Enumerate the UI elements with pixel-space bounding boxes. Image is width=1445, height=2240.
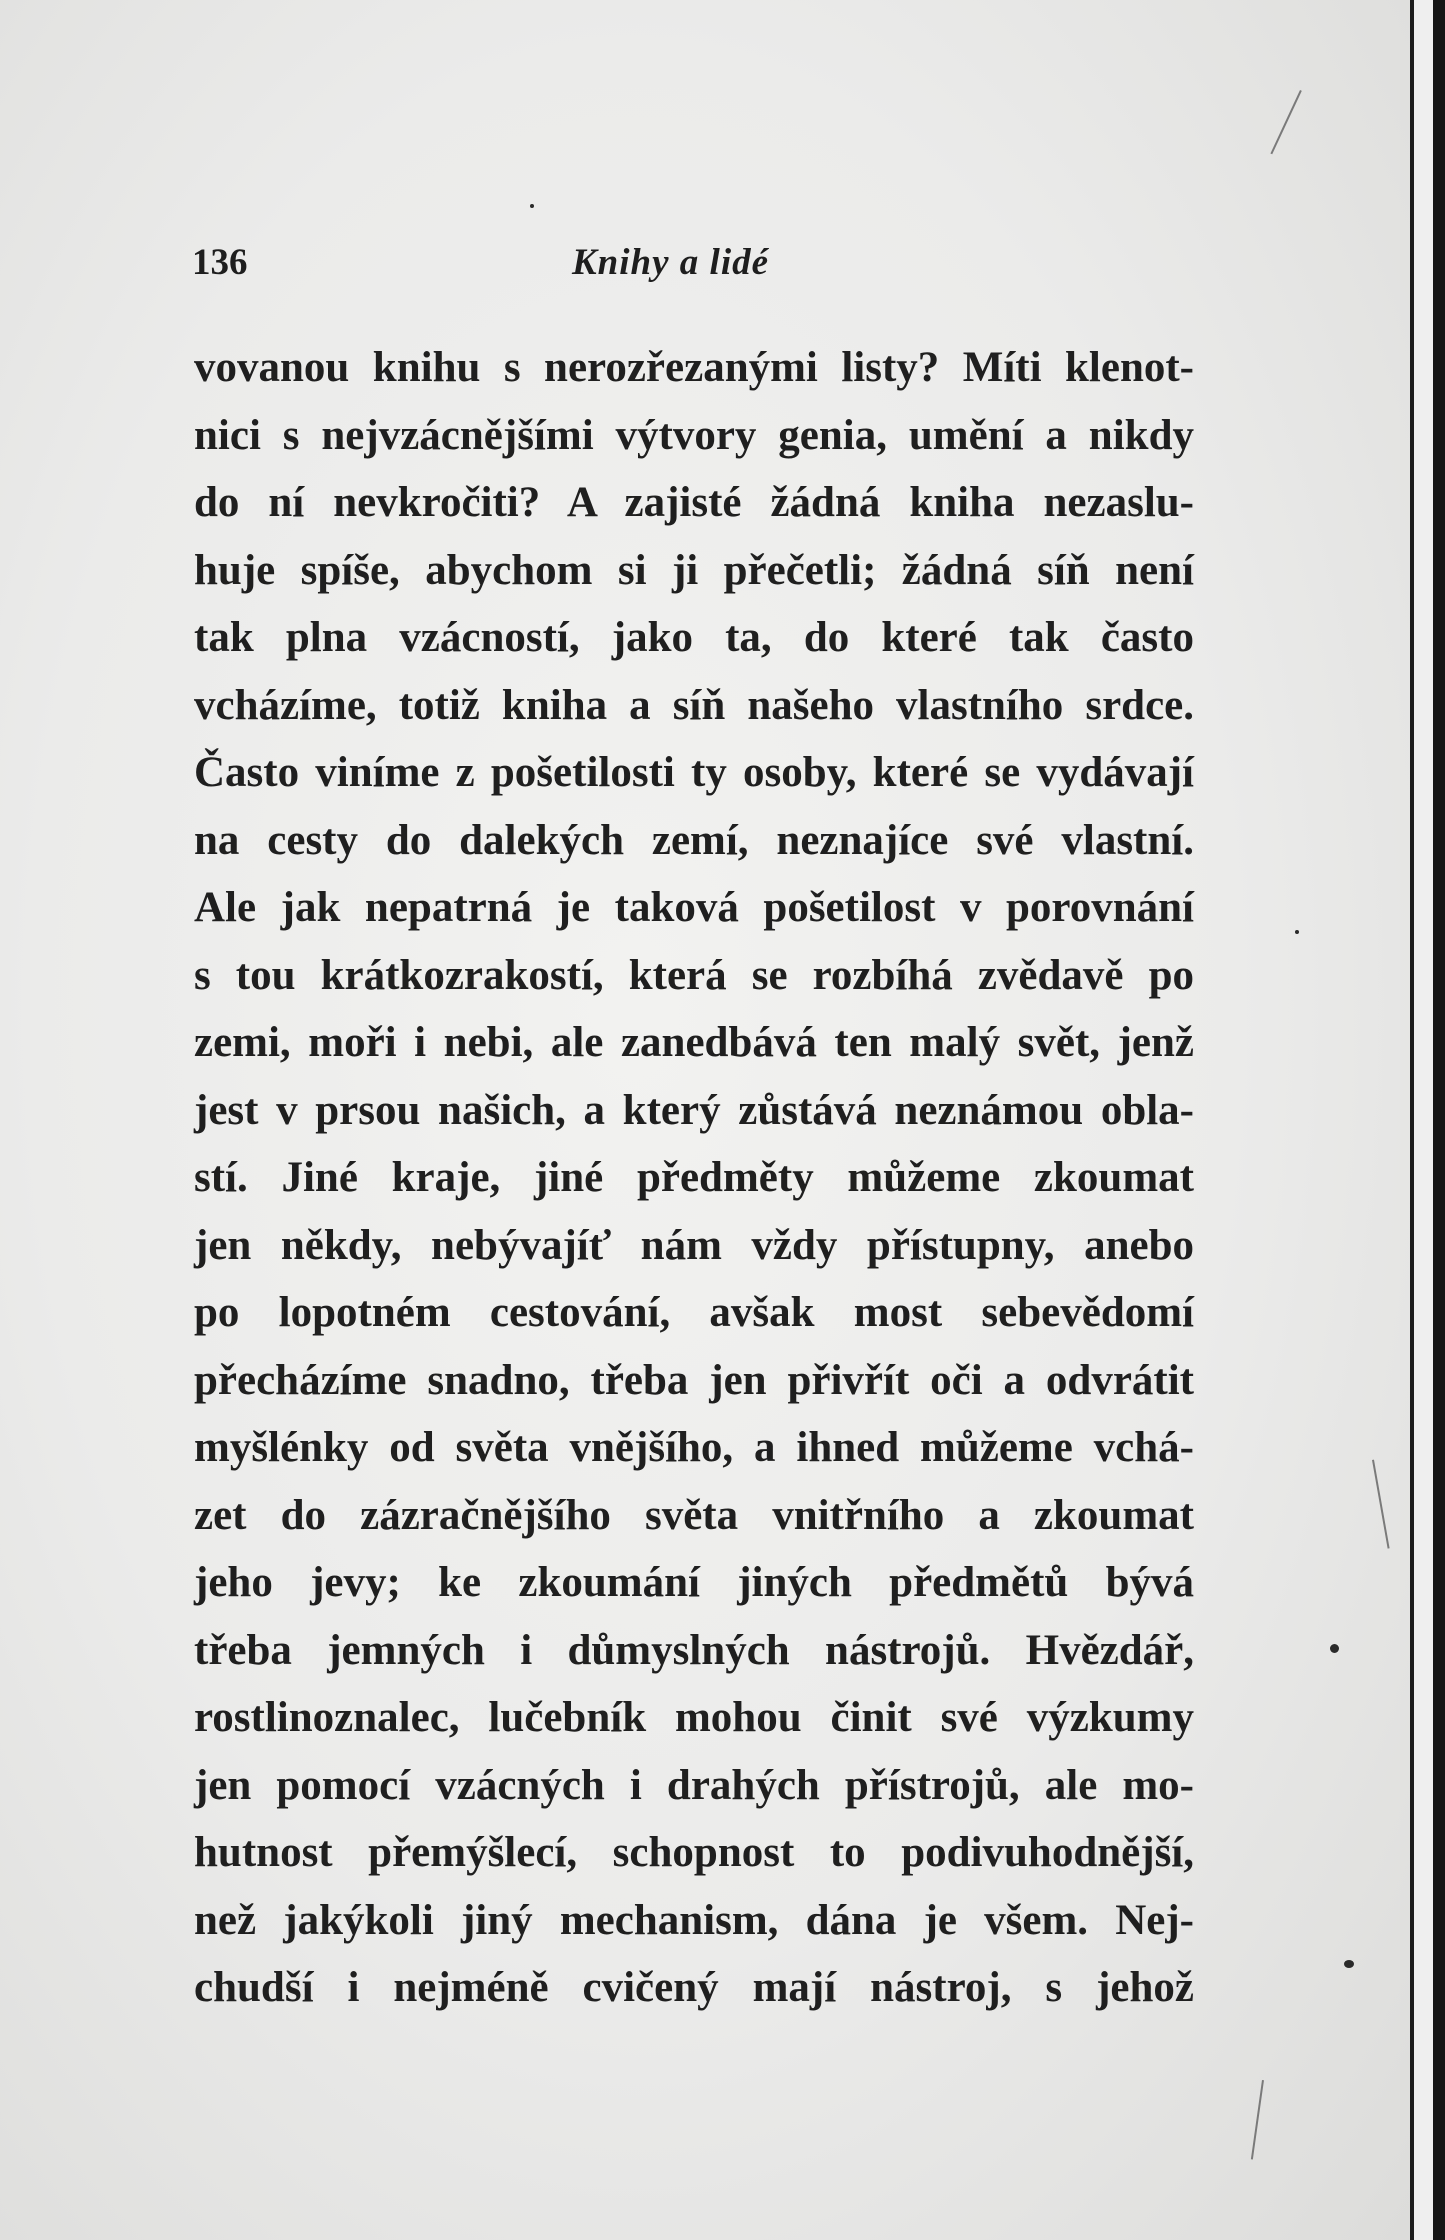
text-line: zemi, moři i nebi, ale zanedbává ten malý svět, jenž	[194, 1019, 1194, 1066]
text-line: třeba jemných i důmyslných nástrojů. Hvězdář,	[194, 1626, 1194, 1674]
scan-scratch	[1270, 90, 1301, 154]
scan-speck	[1295, 930, 1299, 934]
text-line: jeho jevy; ke zkoumání jiných předmětů bývá	[194, 1559, 1194, 1606]
scan-border	[1410, 0, 1445, 2240]
page-header	[192, 241, 1192, 297]
text-line: přecházíme snadno, třeba jen přivřít oči a odvrátit	[194, 1356, 1194, 1404]
scan-speck	[530, 204, 534, 208]
text-line: chudší i nejméně cvičený mají nástroj, s jehož	[194, 1964, 1194, 2011]
scan-speck	[1330, 1644, 1339, 1653]
running-title: Knihy a lidé	[572, 242, 770, 283]
scan-scratch	[1372, 1460, 1390, 1549]
text-line: Ale jak nepatrná je taková pošetilost v porovnání	[194, 884, 1194, 931]
text-line: stí. Jiné kraje, jiné předměty můžeme zkoumat	[194, 1154, 1194, 1201]
text-line: zet do zázračnějšího světa vnitřního a zkoumat	[194, 1491, 1194, 1539]
text-line: jest v prsou našich, a který zůstává neznámou obla-	[194, 1086, 1194, 1134]
text-line: jen pomocí vzácných i drahých přístrojů, ale mo-	[194, 1761, 1194, 1809]
text-line: tak plna vzácností, jako ta, do které tak často	[194, 614, 1194, 661]
text-line: vovanou knihu s nerozřezanými listy? Míti klenot-	[194, 344, 1194, 391]
text-line: myšlénky od světa vnějšího, a ihned můžeme vchá-	[194, 1424, 1194, 1471]
scan-speck	[1344, 1960, 1354, 1968]
text-line: vcházíme, totiž kniha a síň našeho vlastního srdce.	[194, 681, 1194, 729]
text-line: po lopotném cestování, avšak most sebevědomí	[194, 1289, 1194, 1336]
text-line: hutnost přemýšlecí, schopnost to podivuhodnější,	[194, 1829, 1194, 1876]
text-line: nici s nejvzácnějšími výtvory genia, umění a nikdy	[194, 411, 1194, 459]
text-line: huje spíše, abychom si ji přečetli; žádná síň není	[194, 546, 1194, 594]
text-line: než jakýkoli jiný mechanism, dána je všem. Nej-	[194, 1896, 1194, 1944]
text-line: rostlinoznalec, lučebník mohou činit své výzkumy	[194, 1694, 1194, 1741]
body-text	[194, 334, 1194, 2022]
page-number: 136	[192, 242, 248, 283]
text-line: Často viníme z pošetilosti ty osoby, které se vydávají	[194, 749, 1194, 796]
text-line: do ní nevkročiti? A zajisté žádná kniha nezaslu-	[194, 479, 1194, 526]
text-line: jen někdy, nebývajíť nám vždy přístupny, anebo	[194, 1221, 1194, 1269]
text-line: s tou krátkozrakostí, která se rozbíhá zvědavě po	[194, 951, 1194, 999]
scan-scratch	[1251, 2080, 1264, 2159]
text-line: na cesty do dalekých zemí, neznajíce své vlastní.	[194, 816, 1194, 864]
